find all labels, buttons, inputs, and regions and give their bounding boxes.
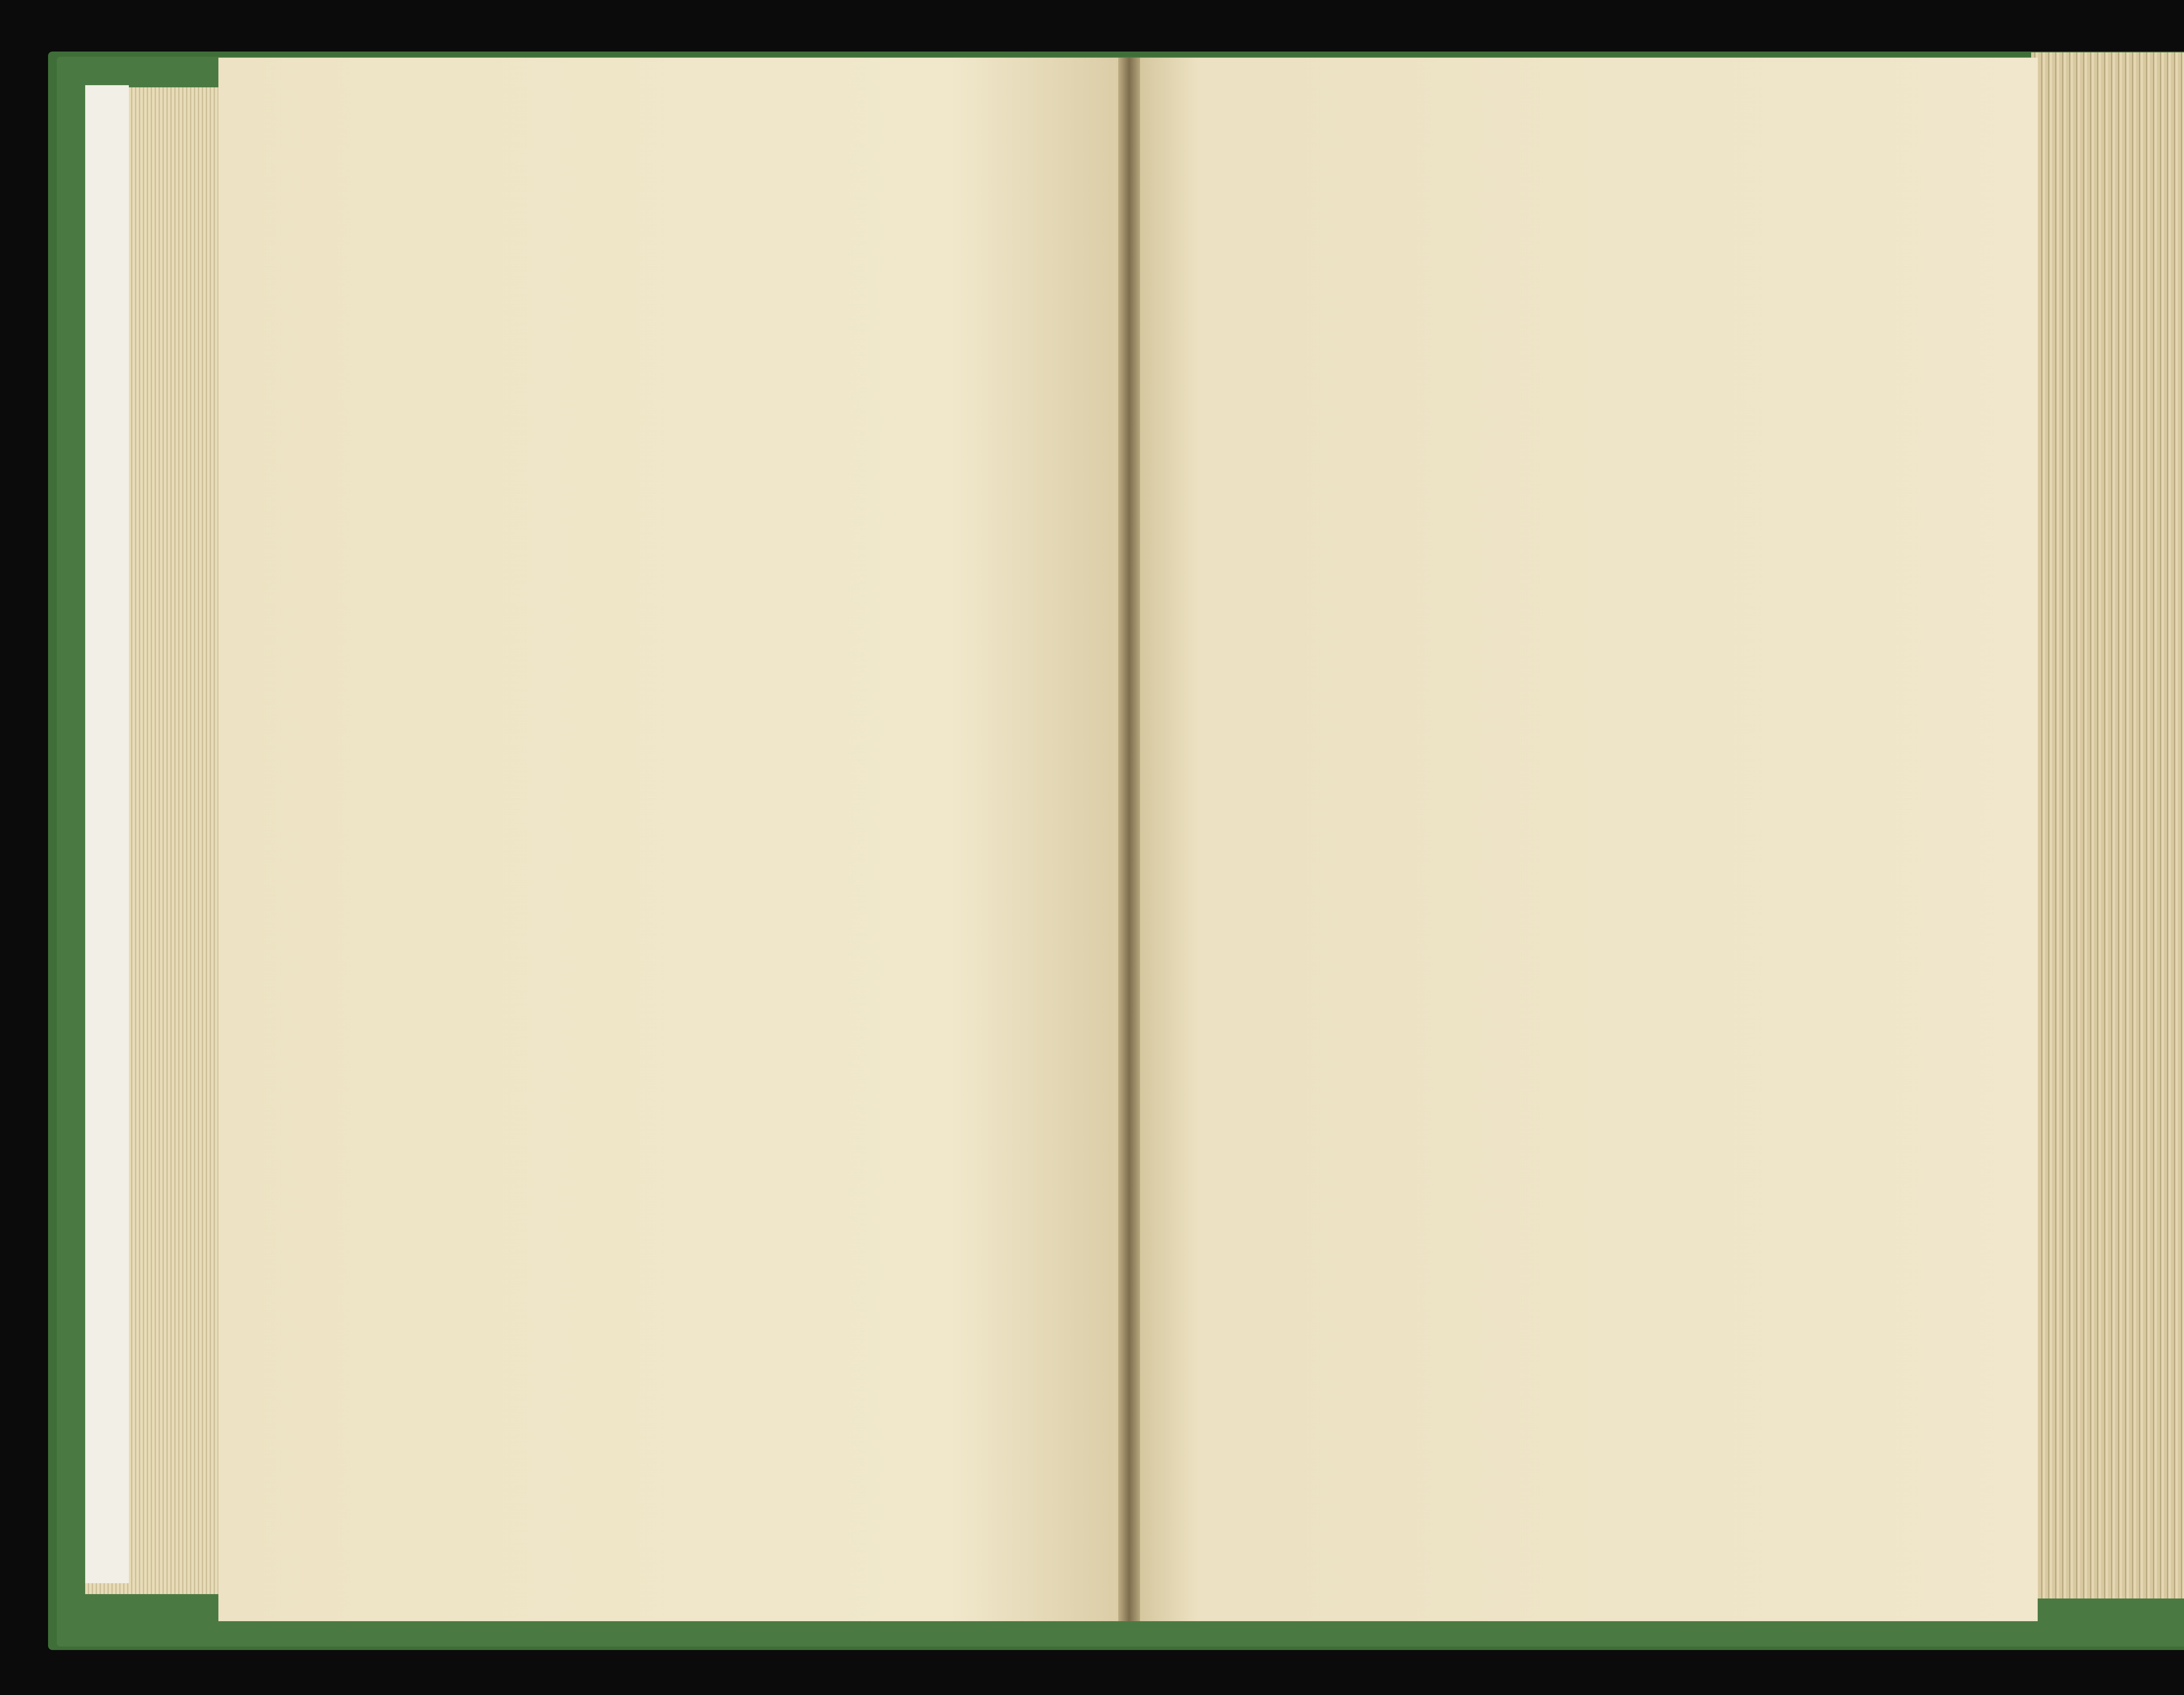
right-page-edges	[2031, 52, 2184, 1598]
book-gutter	[1118, 58, 1140, 1621]
right-page	[1125, 58, 2038, 1621]
endpaper	[85, 85, 129, 1583]
left-page	[218, 58, 1131, 1621]
